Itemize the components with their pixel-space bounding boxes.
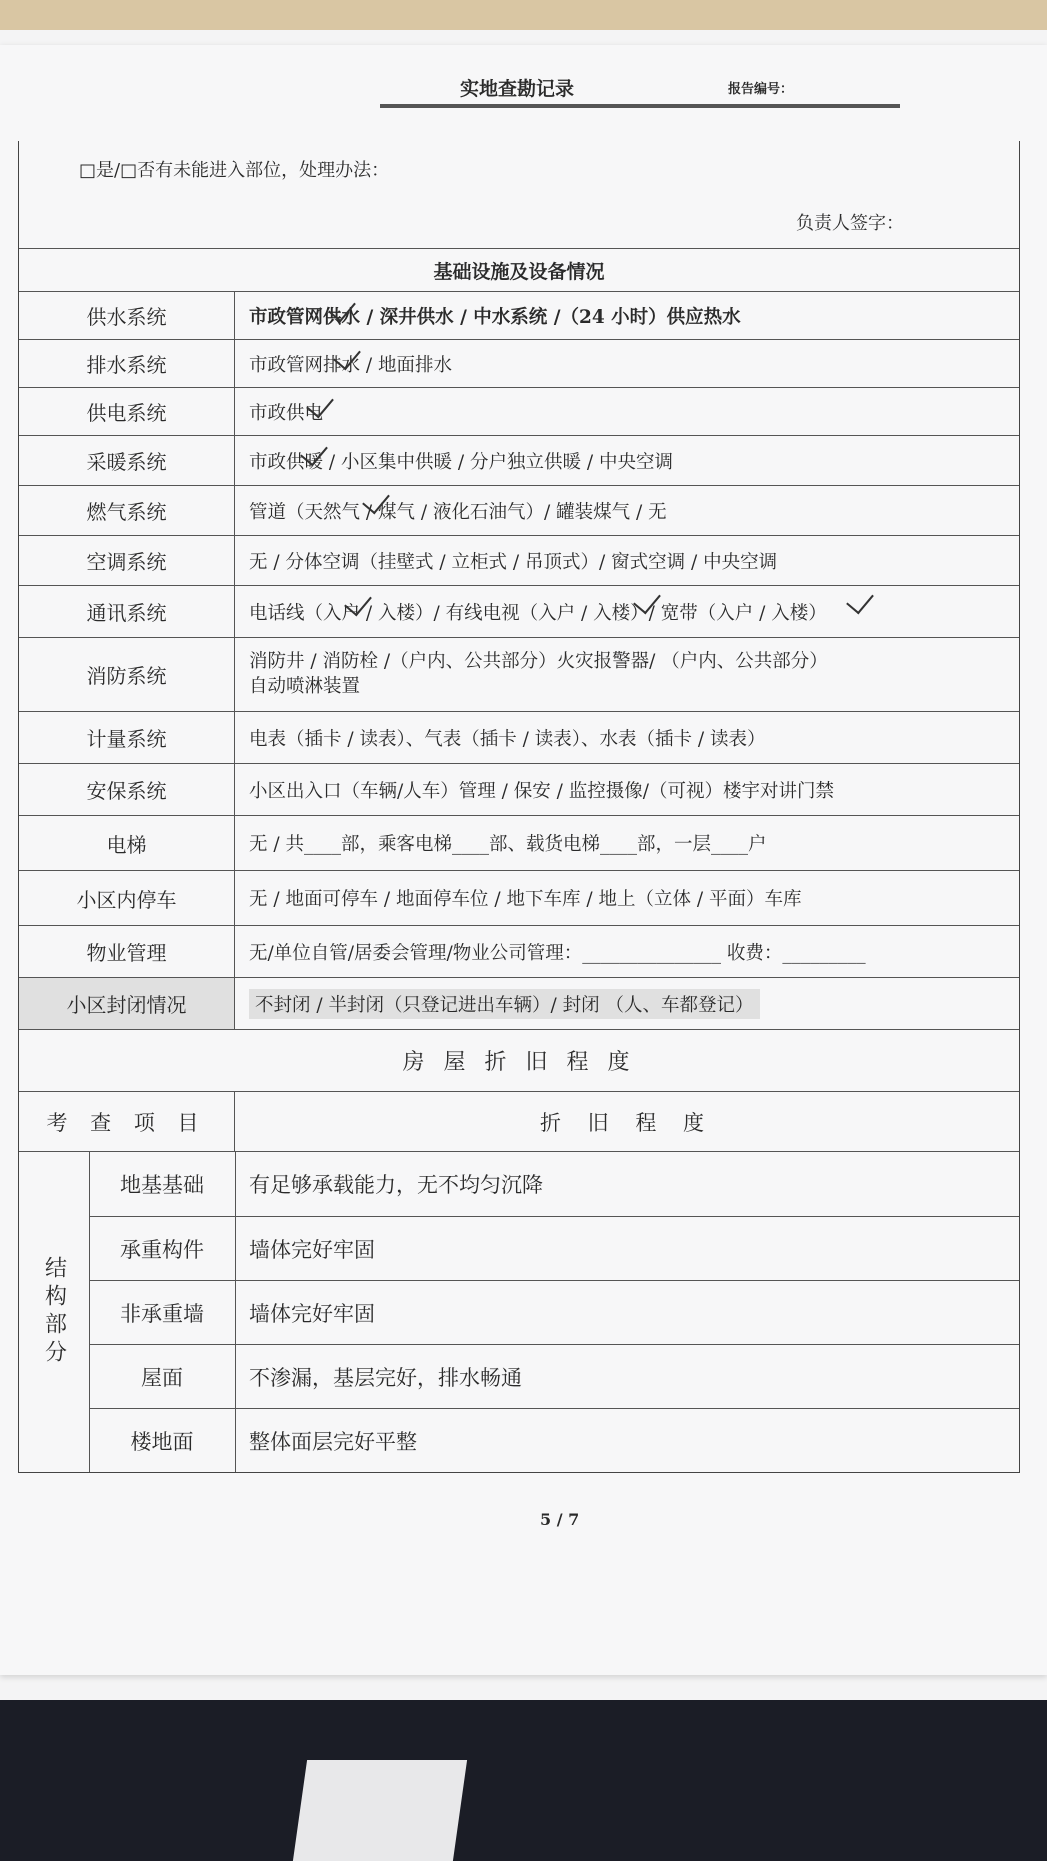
facility-row-drainage <box>19 339 1019 387</box>
facility-row-heating <box>19 435 1019 485</box>
facility-label: 消防系统 <box>19 638 235 711</box>
structure-section <box>19 1151 1019 1472</box>
facility-label: 供水系统 <box>19 292 235 339</box>
facility-content-line: 消防井 / 消防栓 /（户内、公共部分）火灾报警器/ （户内、公共部分） <box>249 650 828 672</box>
facility-row-elevator <box>19 815 1019 870</box>
structure-row-foundation <box>89 1152 1019 1216</box>
depreciation-section-title: 房 屋 折 旧 程 度 <box>19 1029 1019 1091</box>
fabric-strip <box>293 1760 467 1861</box>
report-number-label: 报告编号： <box>728 82 794 97</box>
structure-item-label: 屋面 <box>89 1345 236 1408</box>
structure-group-label <box>19 1152 90 1472</box>
facility-content: 无 / 分体空调（挂壁式 / 立柜式 / 吊顶式）/ 窗式空调 / 中央空调 <box>249 551 778 573</box>
facility-content-line: 自动喷淋装置 <box>249 675 361 697</box>
depreciation-header-row <box>19 1091 1019 1151</box>
facility-content: 市政供电 <box>249 402 324 424</box>
inaccessible-parts-question: □是/□否有未能进入部位，处理办法： <box>79 160 390 181</box>
structure-group-text: 结构部分 <box>41 1256 67 1368</box>
facility-content: 无 / 共____部，乘客电梯____部、载货电梯____部，一层____户 <box>249 834 767 855</box>
structure-row-load-bearing <box>89 1216 1019 1280</box>
header-rule <box>380 104 900 108</box>
facility-row-property-management <box>19 925 1019 977</box>
facility-content: 市政管网排水 / 地面排水 <box>249 354 452 376</box>
structure-row-floor <box>89 1408 1019 1472</box>
depreciation-degree-header: 折 旧 程 度 <box>539 1110 715 1135</box>
inaccessible-parts-row <box>19 141 1019 248</box>
facility-label: 计量系统 <box>19 712 235 763</box>
facility-label: 电梯 <box>19 816 235 870</box>
facility-label: 物业管理 <box>19 926 235 977</box>
structure-item-label: 楼地面 <box>89 1409 236 1472</box>
facility-row-gas <box>19 485 1019 535</box>
facility-content: 无/单位自管/居委会管理/物业公司管理：_______________ 收费：_________ <box>249 942 866 964</box>
inspection-item-header: 考 查 项 目 <box>19 1092 235 1151</box>
structure-item-content: 墙体完好牢固 <box>249 1301 375 1326</box>
facility-content <box>235 978 1019 1029</box>
dark-background <box>0 1700 1047 1861</box>
facility-label: 排水系统 <box>19 340 235 387</box>
structure-item-content: 有足够承载能力，无不均匀沉降 <box>249 1173 543 1197</box>
structure-item-label: 地基基础 <box>89 1152 236 1216</box>
facility-content: 管道（天然气 / 煤气 / 液化石油气）/ 罐装煤气 / 无 <box>249 501 667 523</box>
facility-label: 安保系统 <box>19 764 235 815</box>
facility-content <box>235 638 1019 711</box>
facility-content: 市政管网供水 / 深井供水 / 中水系统 /（24 小时）供应热水 <box>249 306 741 328</box>
facility-label: 采暖系统 <box>19 436 235 485</box>
facility-label: 小区内停车 <box>19 871 235 925</box>
facility-label: 供电系统 <box>19 388 235 435</box>
facility-row-metering <box>19 711 1019 763</box>
structure-item-content: 整体面层完好平整 <box>249 1429 417 1454</box>
structure-item-content: 不渗漏，基层完好，排水畅通 <box>249 1365 522 1390</box>
facility-row-enclosure <box>19 977 1019 1029</box>
signature-label: 负责人签字： <box>796 213 904 234</box>
structure-row-non-load-bearing <box>89 1280 1019 1344</box>
inspection-form <box>18 141 1020 1473</box>
facility-row-security <box>19 763 1019 815</box>
facility-content: 小区出入口（车辆/人车）管理 / 保安 / 监控摄像/（可视）楼宇对讲门禁 <box>249 780 834 802</box>
structure-row-roof <box>89 1344 1019 1408</box>
facility-content: 电话线（入户 / 入楼）/ 有线电视（入户 / 入楼）/ 宽带（入户 / 入楼） <box>249 602 827 624</box>
facility-content: 无 / 地面可停车 / 地面停车位 / 地下车库 / 地上（立体 / 平面）车库 <box>249 889 802 910</box>
facility-label: 通讯系统 <box>19 586 235 637</box>
facility-row-water-supply <box>19 291 1019 339</box>
structure-item-label: 非承重墙 <box>89 1281 236 1344</box>
facility-row-parking <box>19 870 1019 925</box>
facility-row-power <box>19 387 1019 435</box>
facility-content: 电表（插卡 / 读表）、气表（插卡 / 读表）、水表（插卡 / 读表） <box>249 728 766 750</box>
structure-item-label: 承重构件 <box>89 1217 236 1280</box>
facility-row-air-conditioning <box>19 535 1019 585</box>
facility-label: 空调系统 <box>19 536 235 585</box>
document-title: 实地查勘记录 <box>460 78 575 100</box>
facility-label: 燃气系统 <box>19 486 235 535</box>
page-number: 5 / 7 <box>540 1510 580 1529</box>
facility-row-fire-protection <box>19 637 1019 711</box>
page-header <box>380 74 900 114</box>
structure-rows <box>89 1152 1019 1472</box>
enclosure-text: 不封闭 / 半封闭（只登记进出车辆）/ 封闭 （人、车都登记） <box>249 989 760 1019</box>
facility-label: 小区封闭情况 <box>19 978 235 1029</box>
structure-item-content: 墙体完好牢固 <box>249 1237 375 1262</box>
facility-content: 市政供暖 / 小区集中供暖 / 分户独立供暖 / 中央空调 <box>249 451 673 473</box>
facilities-section-title: 基础设施及设备情况 <box>19 248 1019 291</box>
